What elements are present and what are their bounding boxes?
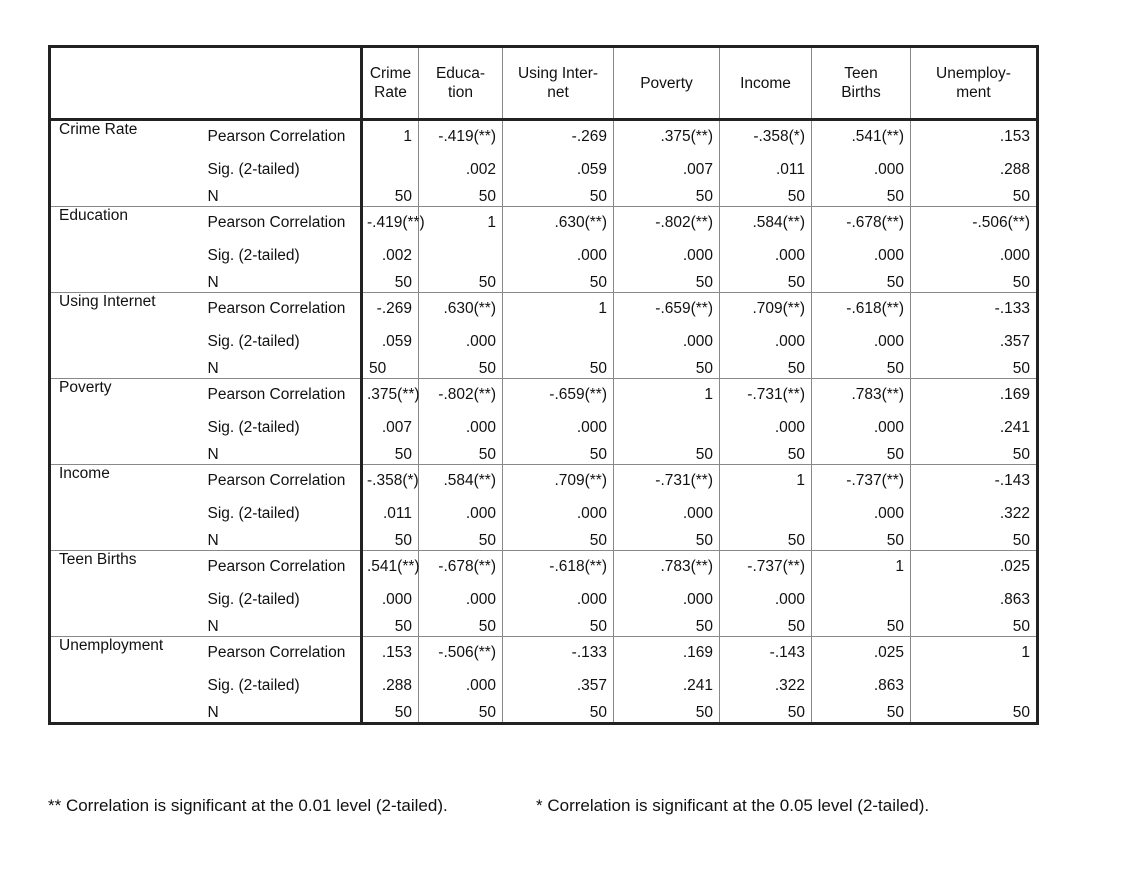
cell-sig-using-internet [503, 324, 614, 360]
header-unemployment: Unemploy- ment [911, 47, 1038, 120]
cell-sig-income: .000 [720, 582, 812, 618]
footnote-significance-005: * Correlation is significant at the 0.05 level (2-tailed). [536, 796, 930, 815]
cell-pearson-teen-births: -.678(**) [812, 207, 911, 239]
row-variable-blank [50, 188, 196, 207]
row-statistic-label: N [196, 532, 362, 551]
cell-n-unemployment: 50 [911, 446, 1038, 465]
cell-sig-poverty: .000 [614, 324, 720, 360]
cell-sig-poverty [614, 410, 720, 446]
cell-pearson-using-internet: -.659(**) [503, 379, 614, 411]
cell-n-income: 50 [720, 188, 812, 207]
row-statistic-label: Pearson Correlation [196, 120, 362, 153]
cell-n-using-internet: 50 [503, 532, 614, 551]
table-row [50, 207, 1038, 239]
cell-sig-income: .000 [720, 410, 812, 446]
cell-sig-using-internet: .000 [503, 410, 614, 446]
table-row [50, 465, 1038, 497]
row-statistic-label: Sig. (2-tailed) [196, 668, 362, 704]
cell-pearson-crime-rate: -.269 [362, 293, 419, 325]
cell-n-income: 50 [720, 532, 812, 551]
cell-sig-using-internet: .000 [503, 496, 614, 532]
row-variable-blank [50, 238, 196, 274]
cell-sig-crime-rate: .288 [362, 668, 419, 704]
cell-pearson-crime-rate: .375(**) [362, 379, 419, 411]
cell-n-education: 50 [419, 618, 503, 637]
header-teen-births: Teen Births [812, 47, 911, 120]
cell-n-income: 50 [720, 446, 812, 465]
correlation-table-body [50, 120, 1038, 724]
cell-n-teen-births: 50 [812, 704, 911, 724]
row-variable-blank [50, 496, 196, 532]
header-poverty: Poverty [614, 47, 720, 120]
cell-n-teen-births: 50 [812, 618, 911, 637]
cell-n-unemployment: 50 [911, 360, 1038, 379]
cell-pearson-poverty: .375(**) [614, 120, 720, 153]
cell-n-teen-births: 50 [812, 188, 911, 207]
cell-sig-education: .000 [419, 582, 503, 618]
cell-sig-poverty: .007 [614, 152, 720, 188]
row-statistic-label: Sig. (2-tailed) [196, 496, 362, 532]
cell-sig-income: .000 [720, 238, 812, 274]
row-statistic-label: Pearson Correlation [196, 551, 362, 583]
cell-sig-education: .000 [419, 668, 503, 704]
cell-n-crime-rate: 50 [362, 274, 419, 293]
cell-sig-income: .000 [720, 324, 812, 360]
cell-pearson-education: -.678(**) [419, 551, 503, 583]
row-variable-blank [50, 618, 196, 637]
cell-pearson-unemployment: 1 [911, 637, 1038, 669]
cell-n-unemployment: 50 [911, 188, 1038, 207]
row-statistic-label: N [196, 188, 362, 207]
cell-sig-unemployment: .241 [911, 410, 1038, 446]
cell-pearson-unemployment: .025 [911, 551, 1038, 583]
cell-n-using-internet: 50 [503, 274, 614, 293]
cell-pearson-teen-births: .025 [812, 637, 911, 669]
header-blank-statistic [196, 47, 362, 120]
cell-pearson-poverty: -.802(**) [614, 207, 720, 239]
cell-sig-unemployment: .288 [911, 152, 1038, 188]
cell-pearson-education: 1 [419, 207, 503, 239]
header-crime-rate: Crime Rate [362, 47, 419, 120]
row-statistic-label: N [196, 274, 362, 293]
cell-pearson-education: -.419(**) [419, 120, 503, 153]
cell-sig-crime-rate: .000 [362, 582, 419, 618]
table-row [50, 496, 1038, 532]
header-row [50, 47, 1038, 120]
row-variable-blank [50, 704, 196, 724]
cell-n-poverty: 50 [614, 704, 720, 724]
cell-n-using-internet: 50 [503, 188, 614, 207]
cell-sig-poverty: .000 [614, 582, 720, 618]
row-variable-blank [50, 668, 196, 704]
header-using-internet: Using Inter- net [503, 47, 614, 120]
cell-pearson-teen-births: -.618(**) [812, 293, 911, 325]
cell-n-income: 50 [720, 274, 812, 293]
cell-pearson-unemployment: .169 [911, 379, 1038, 411]
cell-n-unemployment: 50 [911, 704, 1038, 724]
row-statistic-label: N [196, 704, 362, 724]
cell-n-crime-rate: 50 [362, 360, 419, 379]
table-row [50, 532, 1038, 551]
cell-n-education: 50 [419, 704, 503, 724]
cell-sig-teen-births: .000 [812, 238, 911, 274]
cell-sig-unemployment: .000 [911, 238, 1038, 274]
cell-n-teen-births: 50 [812, 446, 911, 465]
cell-n-crime-rate: 50 [362, 446, 419, 465]
table-row [50, 274, 1038, 293]
cell-pearson-unemployment: -.506(**) [911, 207, 1038, 239]
cell-pearson-using-internet: .630(**) [503, 207, 614, 239]
cell-sig-income [720, 496, 812, 532]
table-row [50, 188, 1038, 207]
cell-pearson-income: 1 [720, 465, 812, 497]
cell-n-crime-rate: 50 [362, 532, 419, 551]
cell-pearson-crime-rate: .153 [362, 637, 419, 669]
cell-pearson-income: -.143 [720, 637, 812, 669]
cell-sig-education: .000 [419, 410, 503, 446]
cell-sig-using-internet: .357 [503, 668, 614, 704]
cell-pearson-using-internet: .709(**) [503, 465, 614, 497]
row-statistic-label: Sig. (2-tailed) [196, 582, 362, 618]
cell-sig-unemployment: .357 [911, 324, 1038, 360]
table-row [50, 551, 1038, 583]
cell-sig-unemployment: .863 [911, 582, 1038, 618]
cell-n-crime-rate: 50 [362, 188, 419, 207]
cell-n-poverty: 50 [614, 532, 720, 551]
row-variable-label: Using Internet [50, 293, 196, 325]
cell-n-poverty: 50 [614, 360, 720, 379]
cell-pearson-crime-rate: 1 [362, 120, 419, 153]
cell-n-education: 50 [419, 360, 503, 379]
row-variable-blank [50, 152, 196, 188]
table-row [50, 152, 1038, 188]
row-variable-label: Poverty [50, 379, 196, 411]
cell-n-income: 50 [720, 618, 812, 637]
footnote-significance-001: ** Correlation is significant at the 0.01 level (2-tailed). [48, 796, 448, 815]
cell-n-education: 50 [419, 446, 503, 465]
cell-pearson-education: -.802(**) [419, 379, 503, 411]
cell-sig-education: .002 [419, 152, 503, 188]
cell-sig-unemployment: .322 [911, 496, 1038, 532]
cell-n-poverty: 50 [614, 274, 720, 293]
table-row [50, 446, 1038, 465]
row-variable-blank [50, 532, 196, 551]
cell-n-crime-rate: 50 [362, 618, 419, 637]
correlation-table [48, 45, 1039, 725]
table-row [50, 379, 1038, 411]
row-statistic-label: N [196, 360, 362, 379]
cell-pearson-crime-rate: .541(**) [362, 551, 419, 583]
table-row [50, 120, 1038, 153]
table-row [50, 324, 1038, 360]
cell-sig-crime-rate: .002 [362, 238, 419, 274]
row-variable-label: Income [50, 465, 196, 497]
cell-pearson-poverty: .169 [614, 637, 720, 669]
cell-sig-crime-rate: .007 [362, 410, 419, 446]
cell-pearson-teen-births: -.737(**) [812, 465, 911, 497]
cell-n-income: 50 [720, 704, 812, 724]
cell-pearson-unemployment: -.143 [911, 465, 1038, 497]
table-row [50, 238, 1038, 274]
cell-n-education: 50 [419, 274, 503, 293]
cell-pearson-teen-births: .541(**) [812, 120, 911, 153]
cell-n-using-internet: 50 [503, 360, 614, 379]
cell-pearson-education: -.506(**) [419, 637, 503, 669]
cell-sig-poverty: .000 [614, 496, 720, 532]
cell-pearson-income: .584(**) [720, 207, 812, 239]
row-variable-label: Unemployment [50, 637, 196, 669]
cell-sig-education [419, 238, 503, 274]
cell-sig-poverty: .000 [614, 238, 720, 274]
table-row [50, 637, 1038, 669]
cell-pearson-education: .584(**) [419, 465, 503, 497]
cell-pearson-using-internet: -.133 [503, 637, 614, 669]
cell-sig-education: .000 [419, 324, 503, 360]
cell-sig-crime-rate: .059 [362, 324, 419, 360]
row-statistic-label: Pearson Correlation [196, 637, 362, 669]
table-row [50, 582, 1038, 618]
cell-n-income: 50 [720, 360, 812, 379]
cell-pearson-teen-births: .783(**) [812, 379, 911, 411]
cell-n-using-internet: 50 [503, 446, 614, 465]
header-education: Educa- tion [419, 47, 503, 120]
table-row [50, 410, 1038, 446]
header-income: Income [720, 47, 812, 120]
table-row [50, 668, 1038, 704]
cell-pearson-using-internet: -.269 [503, 120, 614, 153]
cell-sig-teen-births: .000 [812, 410, 911, 446]
table-row [50, 360, 1038, 379]
cell-pearson-poverty: 1 [614, 379, 720, 411]
cell-pearson-income: -.358(*) [720, 120, 812, 153]
cell-n-poverty: 50 [614, 446, 720, 465]
table-row [50, 618, 1038, 637]
row-variable-blank [50, 582, 196, 618]
row-variable-label: Teen Births [50, 551, 196, 583]
cell-sig-using-internet: .000 [503, 582, 614, 618]
cell-sig-poverty: .241 [614, 668, 720, 704]
row-variable-blank [50, 360, 196, 379]
table-row [50, 704, 1038, 724]
row-statistic-label: Sig. (2-tailed) [196, 410, 362, 446]
cell-pearson-unemployment: .153 [911, 120, 1038, 153]
row-variable-blank [50, 274, 196, 293]
cell-pearson-unemployment: -.133 [911, 293, 1038, 325]
cell-n-poverty: 50 [614, 618, 720, 637]
row-statistic-label: Pearson Correlation [196, 207, 362, 239]
row-statistic-label: N [196, 618, 362, 637]
row-variable-blank [50, 324, 196, 360]
cell-pearson-poverty: -.659(**) [614, 293, 720, 325]
cell-n-unemployment: 50 [911, 532, 1038, 551]
cell-sig-teen-births: .863 [812, 668, 911, 704]
cell-sig-teen-births: .000 [812, 152, 911, 188]
cell-sig-using-internet: .000 [503, 238, 614, 274]
cell-sig-using-internet: .059 [503, 152, 614, 188]
cell-sig-teen-births [812, 582, 911, 618]
row-statistic-label: Pearson Correlation [196, 465, 362, 497]
cell-pearson-income: -.731(**) [720, 379, 812, 411]
row-statistic-label: Sig. (2-tailed) [196, 324, 362, 360]
row-statistic-label: Pearson Correlation [196, 293, 362, 325]
cell-pearson-poverty: -.731(**) [614, 465, 720, 497]
row-variable-blank [50, 410, 196, 446]
cell-pearson-income: -.737(**) [720, 551, 812, 583]
row-statistic-label: Sig. (2-tailed) [196, 238, 362, 274]
cell-n-poverty: 50 [614, 188, 720, 207]
row-variable-label: Crime Rate [50, 120, 196, 153]
cell-sig-crime-rate: .011 [362, 496, 419, 532]
cell-pearson-poverty: .783(**) [614, 551, 720, 583]
cell-n-unemployment: 50 [911, 274, 1038, 293]
cell-sig-education: .000 [419, 496, 503, 532]
cell-n-using-internet: 50 [503, 618, 614, 637]
cell-n-unemployment: 50 [911, 618, 1038, 637]
cell-n-teen-births: 50 [812, 360, 911, 379]
cell-sig-income: .322 [720, 668, 812, 704]
cell-pearson-using-internet: -.618(**) [503, 551, 614, 583]
cell-sig-teen-births: .000 [812, 324, 911, 360]
cell-n-education: 50 [419, 188, 503, 207]
table-row [50, 293, 1038, 325]
cell-pearson-crime-rate: -.419(**) [362, 207, 419, 239]
header-blank-variable [50, 47, 196, 120]
cell-pearson-education: .630(**) [419, 293, 503, 325]
cell-sig-unemployment [911, 668, 1038, 704]
cell-n-using-internet: 50 [503, 704, 614, 724]
row-variable-label: Education [50, 207, 196, 239]
cell-n-crime-rate: 50 [362, 704, 419, 724]
cell-pearson-teen-births: 1 [812, 551, 911, 583]
row-statistic-label: Pearson Correlation [196, 379, 362, 411]
cell-pearson-income: .709(**) [720, 293, 812, 325]
row-variable-blank [50, 446, 196, 465]
cell-n-teen-births: 50 [812, 532, 911, 551]
row-statistic-label: Sig. (2-tailed) [196, 152, 362, 188]
cell-pearson-using-internet: 1 [503, 293, 614, 325]
cell-sig-income: .011 [720, 152, 812, 188]
cell-sig-teen-births: .000 [812, 496, 911, 532]
cell-sig-crime-rate [362, 152, 419, 188]
cell-n-education: 50 [419, 532, 503, 551]
cell-pearson-crime-rate: -.358(*) [362, 465, 419, 497]
cell-n-teen-births: 50 [812, 274, 911, 293]
row-statistic-label: N [196, 446, 362, 465]
